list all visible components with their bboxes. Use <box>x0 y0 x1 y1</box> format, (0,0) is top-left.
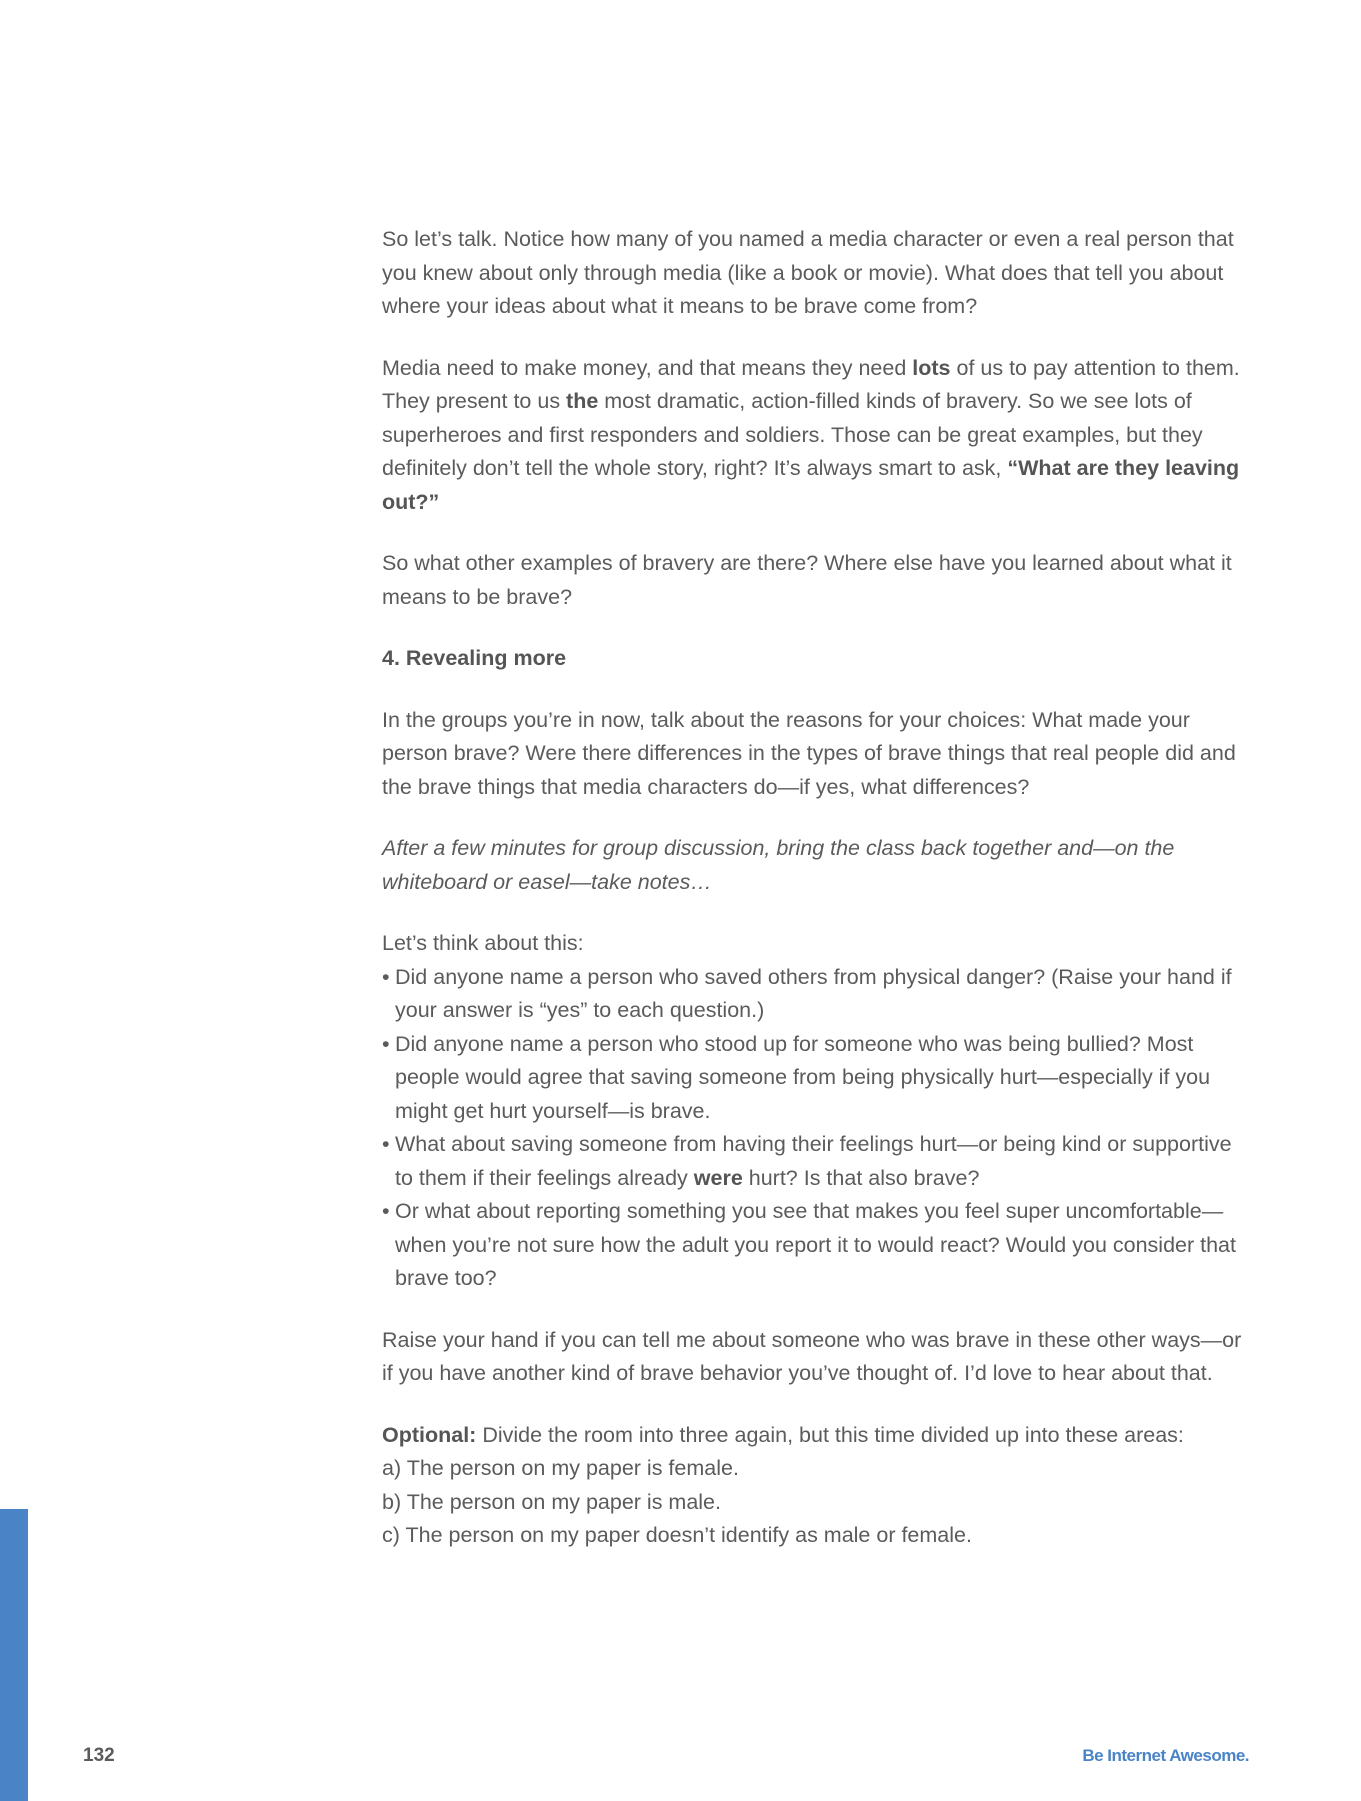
think-intro: Let’s think about this: <box>382 931 584 955</box>
list-item <box>382 1195 1242 1296</box>
list-item <box>382 961 1242 1028</box>
bold-the: the <box>566 389 599 413</box>
bullet-glyph: • <box>382 1132 390 1156</box>
paragraph-raise-hand: Raise your hand if you can tell me about someone who was brave in these other ways—or if you have another kind of brave behavior you’ve thought of. I’d love to hear about that. <box>382 1327 1242 1385</box>
option-b: b) The person on my paper is male. <box>382 1489 721 1514</box>
section-revealing-more <box>382 642 1242 804</box>
italic-text: After a few minutes for group discussion, bring the class back together and—on the whiteboard or easel—take notes… <box>382 836 1175 894</box>
bold-lots: lots <box>912 355 951 380</box>
list-item-text: Did anyone name a person who saved others from physical danger? (Raise your hand if your answer is “yes” to each question.) <box>395 964 1232 1022</box>
page-number: 132 <box>83 1745 115 1766</box>
list-item-text: What about saving someone from having their feelings hurt—or being kind or supportive to them if their feelings already <box>395 1132 1232 1190</box>
page-content <box>382 223 1242 1553</box>
list-item-text: hurt? Is that also brave? <box>742 1165 980 1190</box>
page-edge-accent-bar <box>0 1509 28 1801</box>
text-run: of us to pay attention to them. They present to us <box>382 355 1240 413</box>
list-item <box>382 1028 1242 1129</box>
section-body: In the groups you’re in now, talk about the reasons for your choices: What made your person brave? Were there differences in the types of brave things that real people did and the brave things that media characters do—if yes, what differences? <box>382 707 1236 799</box>
bullet-glyph: • <box>382 1031 390 1056</box>
optional-section <box>382 1419 1242 1553</box>
option-a: a) The person on my paper is female. <box>382 1456 739 1480</box>
optional-text: Divide the room into three again, but this time divided up into these areas: <box>476 1422 1184 1447</box>
paragraph-media-characters: So let’s talk. Notice how many of you named a media character or even a real person that you knew about only through media (like a book or movie). What does that tell you about where your ideas about what it means to be brave come from? <box>382 227 1234 318</box>
bullet-glyph: • <box>382 1199 390 1223</box>
bullet-glyph: • <box>382 964 390 989</box>
optional-label: Optional: <box>382 1422 477 1447</box>
text-run: Media need to make money, and that means they need <box>382 355 913 380</box>
section-heading: 4. Revealing more <box>382 646 567 670</box>
list-item-text: Did anyone name a person who stood up for someone who was being bullied? Most people would agree that saving someone from being physically hurt—especially if you might get hurt yourself—is brave. <box>395 1031 1211 1123</box>
bold-were: were <box>693 1165 743 1190</box>
option-c: c) The person on my paper doesn’t identify as male or female. <box>382 1523 972 1547</box>
optional-intro <box>382 1419 1242 1453</box>
paragraph-other-examples: So what other examples of bravery are there? Where else have you learned about what it means to be brave? <box>382 551 1232 609</box>
italic-instruction <box>382 832 1242 899</box>
paragraph-media-money <box>382 352 1242 520</box>
question-list <box>382 961 1242 1296</box>
bold-question: “What are they leaving out?” <box>382 456 1240 514</box>
list-item-text: Or what about reporting something you see that makes you feel super uncomfortable—when you’re not sure how the adult you report it to would react? Would you consider that brave too? <box>395 1199 1236 1290</box>
brand-logo-text: Be Internet Awesome. <box>1082 1746 1249 1765</box>
list-item <box>382 1128 1242 1195</box>
text-run: most dramatic, action-filled kinds of bravery. So we see lots of superheroes and first responders and soldiers. Those can be great examples, but they definitely don’t tell the whole story, right? It’s always smart to ask, <box>382 389 1203 480</box>
